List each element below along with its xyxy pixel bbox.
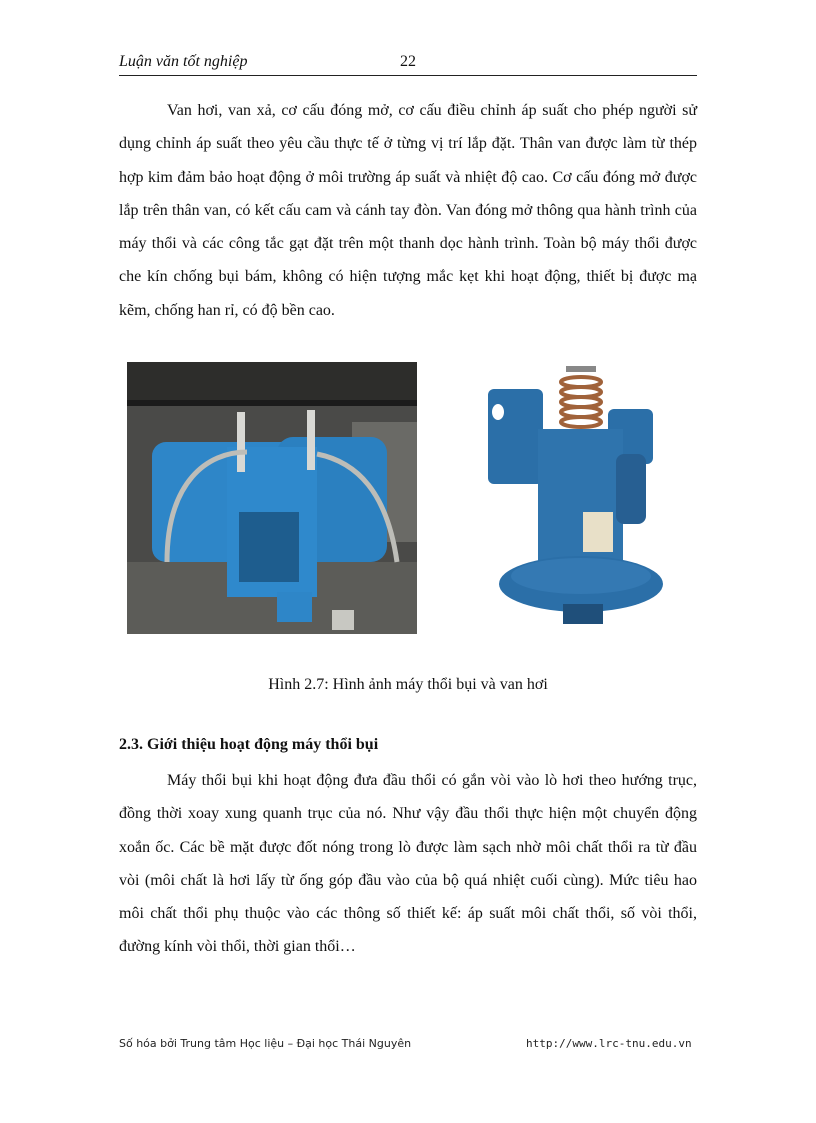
steam-valve-photo xyxy=(468,354,690,634)
figure-caption: Hình 2.7: Hình ảnh máy thổi bụi và van hơi xyxy=(268,676,548,693)
section-heading: 2.3. Giới thiệu hoạt động máy thổi bụi xyxy=(119,736,379,753)
paragraph-operation: Máy thổi bụi khi hoạt động đưa đầu thổi có gắn vòi vào lò hơi theo hướng trục, đồng thời xoay xung quanh trục của nó. Như vậy đầu thổi thực hiện một chuyển động xoắn ốc. Các bề mặt được đốt nóng trong lò được làm sạch nhờ môi chất thổi ra từ đầu vòi (môi chất là hơi lấy từ ống góp đầu vào của bộ quá nhiệt cuối cùng). Mức tiêu hao môi chất thổi phụ thuộc vào các thông số thiết kế: áp suất môi chất thổi, số vòi thổi, đường kính vòi thổi, thời gian thổi… xyxy=(119,772,697,956)
soot-blower-photo xyxy=(127,362,417,634)
footer-source: Số hóa bởi Trung tâm Học liệu – Đại học Thái Nguyên xyxy=(119,1037,412,1050)
footer-url[interactable]: http://www.lrc-tnu.edu.vn xyxy=(526,1037,692,1050)
header-title: Luận văn tốt nghiệp xyxy=(119,53,248,70)
paragraph-valve-description: Van hơi, van xả, cơ cấu đóng mở, cơ cấu điều chỉnh áp suất cho phép người sử dụng chỉnh áp suất theo yêu cầu thực tế ở từng vị trí lắp đặt. Thân van được làm từ thép hợp kim đảm bảo hoạt động ở môi trường áp suất và nhiệt độ cao. Cơ cấu đóng mở được lắp trên thân van, có kết cấu cam và cánh tay đòn. Van đóng mở thông qua hành trình của máy thổi và các công tắc gạt đặt trên một thanh dọc hành trình. Toàn bộ máy thổi được che kín chống bụi bám, không có hiện tượng mắc kẹt khi hoạt động, thiết bị được mạ kẽm, chống han rỉ, có độ bền cao. xyxy=(119,102,697,319)
page-number: 22 xyxy=(400,53,416,70)
page-header xyxy=(119,50,697,76)
